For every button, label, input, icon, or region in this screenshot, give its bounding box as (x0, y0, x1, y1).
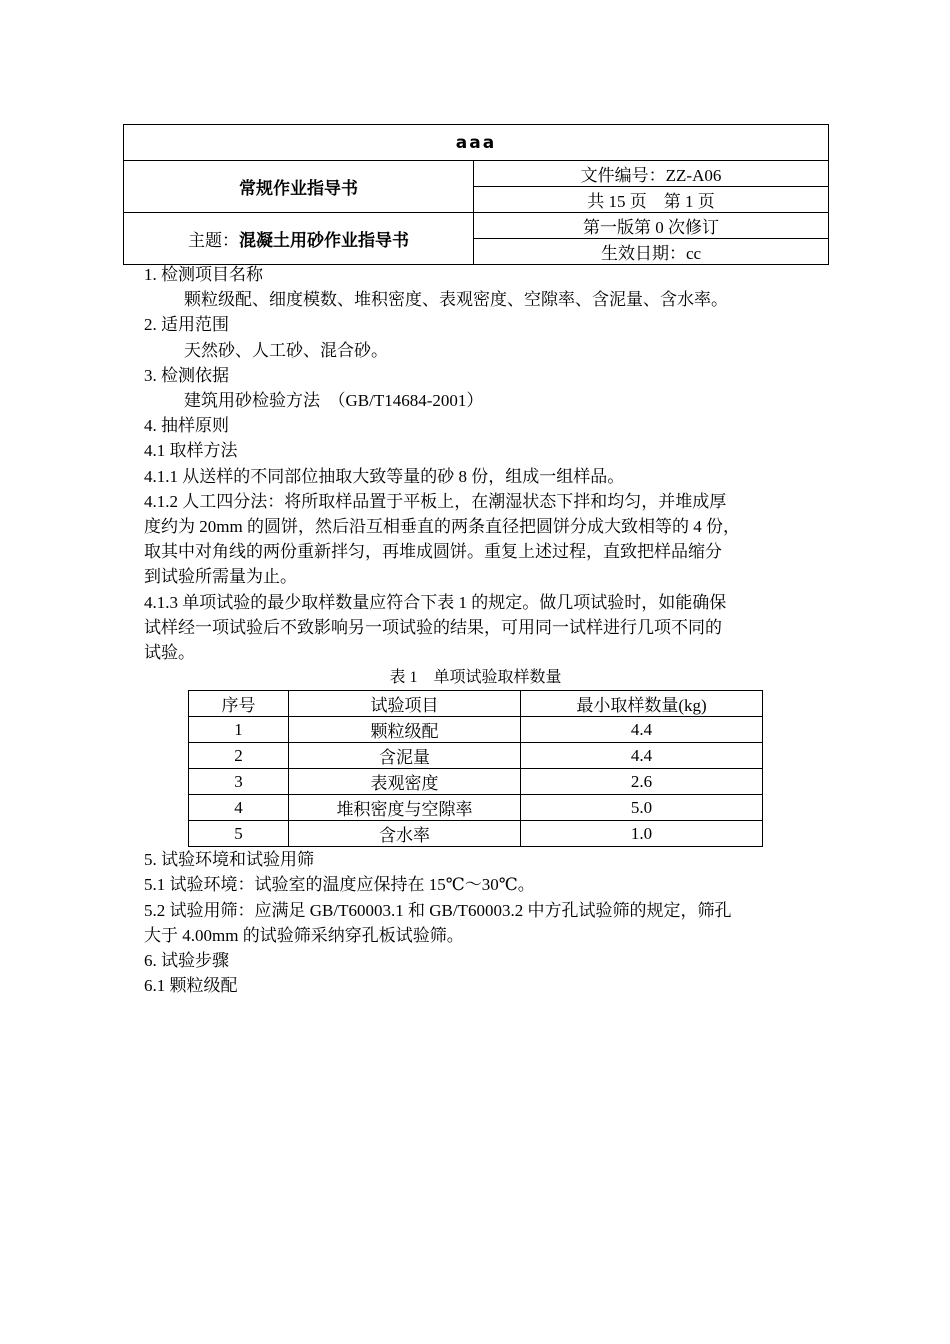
table-cell: 表观密度 (289, 769, 521, 795)
table-cell: 1 (189, 717, 289, 743)
table-cell: 堆积密度与空隙率 (289, 795, 521, 821)
section-5-2-line: 5.2 试验用筛：应满足 GB/T60003.1 和 GB/T60003.2 中方孔试验筛的规定，筛孔 (144, 900, 732, 920)
section-3-body: 建筑用砂检验方法 （GB/T14684-2001） (184, 391, 484, 411)
table-cell: 4.4 (521, 743, 763, 769)
header-subject-cell (124, 213, 474, 265)
table-row (189, 769, 763, 795)
table-cell: 含水率 (289, 821, 521, 847)
table-row (189, 795, 763, 821)
section-5-2-line: 大于 4.00mm 的试验筛采纳穿孔板试验筛。 (144, 925, 464, 945)
table-row (189, 717, 763, 743)
table-cell: 颗粒级配 (289, 717, 521, 743)
section-4-1-2-line: 到试验所需量为止。 (144, 567, 297, 587)
document-header-table (123, 124, 829, 265)
section-4-1-3-line: 试验。 (144, 643, 195, 663)
section-2-body: 天然砂、人工砂、混合砂。 (184, 340, 388, 360)
header-subject-label: 主题： (188, 231, 239, 251)
table-1-caption: 表 1 单项试验取样数量 (389, 669, 562, 687)
section-4-1-1: 4.1.1 从送样的不同部位抽取大致等量的砂 8 份，组成一组样品。 (144, 466, 625, 486)
table-cell: 2 (189, 743, 289, 769)
section-1-body: 颗粒级配、细度模数、堆积密度、表观密度、空隙率、含泥量、含水率。 (184, 290, 728, 310)
table-cell: 含泥量 (289, 743, 521, 769)
header-version: 第一版第 0 次修订 (474, 213, 829, 239)
section-3-title: 3. 检测依据 (144, 365, 229, 385)
section-4-1-3-line: 4.1.3 单项试验的最少取样数量应符合下表 1 的规定。做几项试验时，如能确保 (144, 592, 727, 612)
table-cell: 3 (189, 769, 289, 795)
column-header: 序号 (189, 691, 289, 717)
section-1-title: 1. 检测项目名称 (144, 265, 263, 284)
section-2-title: 2. 适用范围 (144, 315, 229, 335)
sampling-quantity-table (188, 690, 763, 847)
section-4-1-2-line: 4.1.2 人工四分法：将所取样品置于平板上，在潮湿状态下拌和均匀，并堆成厚 (144, 491, 727, 511)
section-5-1: 5.1 试验环境：试验室的温度应保持在 15℃～30℃。 (144, 875, 535, 895)
header-org: aaa (124, 125, 829, 161)
table-cell: 4 (189, 795, 289, 821)
table-cell: 4.4 (521, 717, 763, 743)
section-4-title: 4. 抽样原则 (144, 416, 229, 436)
header-file-no: 文件编号：ZZ-A06 (474, 161, 829, 187)
table-row (189, 821, 763, 847)
table-cell: 5.0 (521, 795, 763, 821)
table-header-row (189, 691, 763, 717)
header-effective-date: 生效日期：cc (474, 239, 829, 265)
section-4-1-3-line: 试样经一项试验后不致影响另一项试验的结果，可用同一试样进行几项不同的 (144, 617, 722, 637)
header-subject: 混凝土用砂作业指导书 (239, 231, 409, 251)
table-row (189, 743, 763, 769)
section-4-1-title: 4.1 取样方法 (144, 441, 238, 461)
header-pages: 共 15 页 第 1 页 (474, 187, 829, 213)
table-cell: 5 (189, 821, 289, 847)
section-6-1-title: 6.1 颗粒级配 (144, 976, 238, 996)
section-6-title: 6. 试验步骤 (144, 951, 229, 971)
table-cell: 2.6 (521, 769, 763, 795)
section-4-1-2-line: 度约为 20mm 的圆饼，然后沿互相垂直的两条直径把圆饼分成大致相等的 4 份， (144, 517, 740, 537)
section-4-1-2-line: 取其中对角线的两份重新拌匀，再堆成圆饼。重复上述过程，直致把样品缩分 (144, 542, 722, 562)
table-cell: 1.0 (521, 821, 763, 847)
header-doc-type: 常规作业指导书 (124, 161, 474, 213)
section-5-title: 5. 试验环境和试验用筛 (144, 850, 314, 870)
column-header: 试验项目 (289, 691, 521, 717)
column-header: 最小取样数量(kg) (521, 691, 763, 717)
document-body (144, 262, 814, 998)
